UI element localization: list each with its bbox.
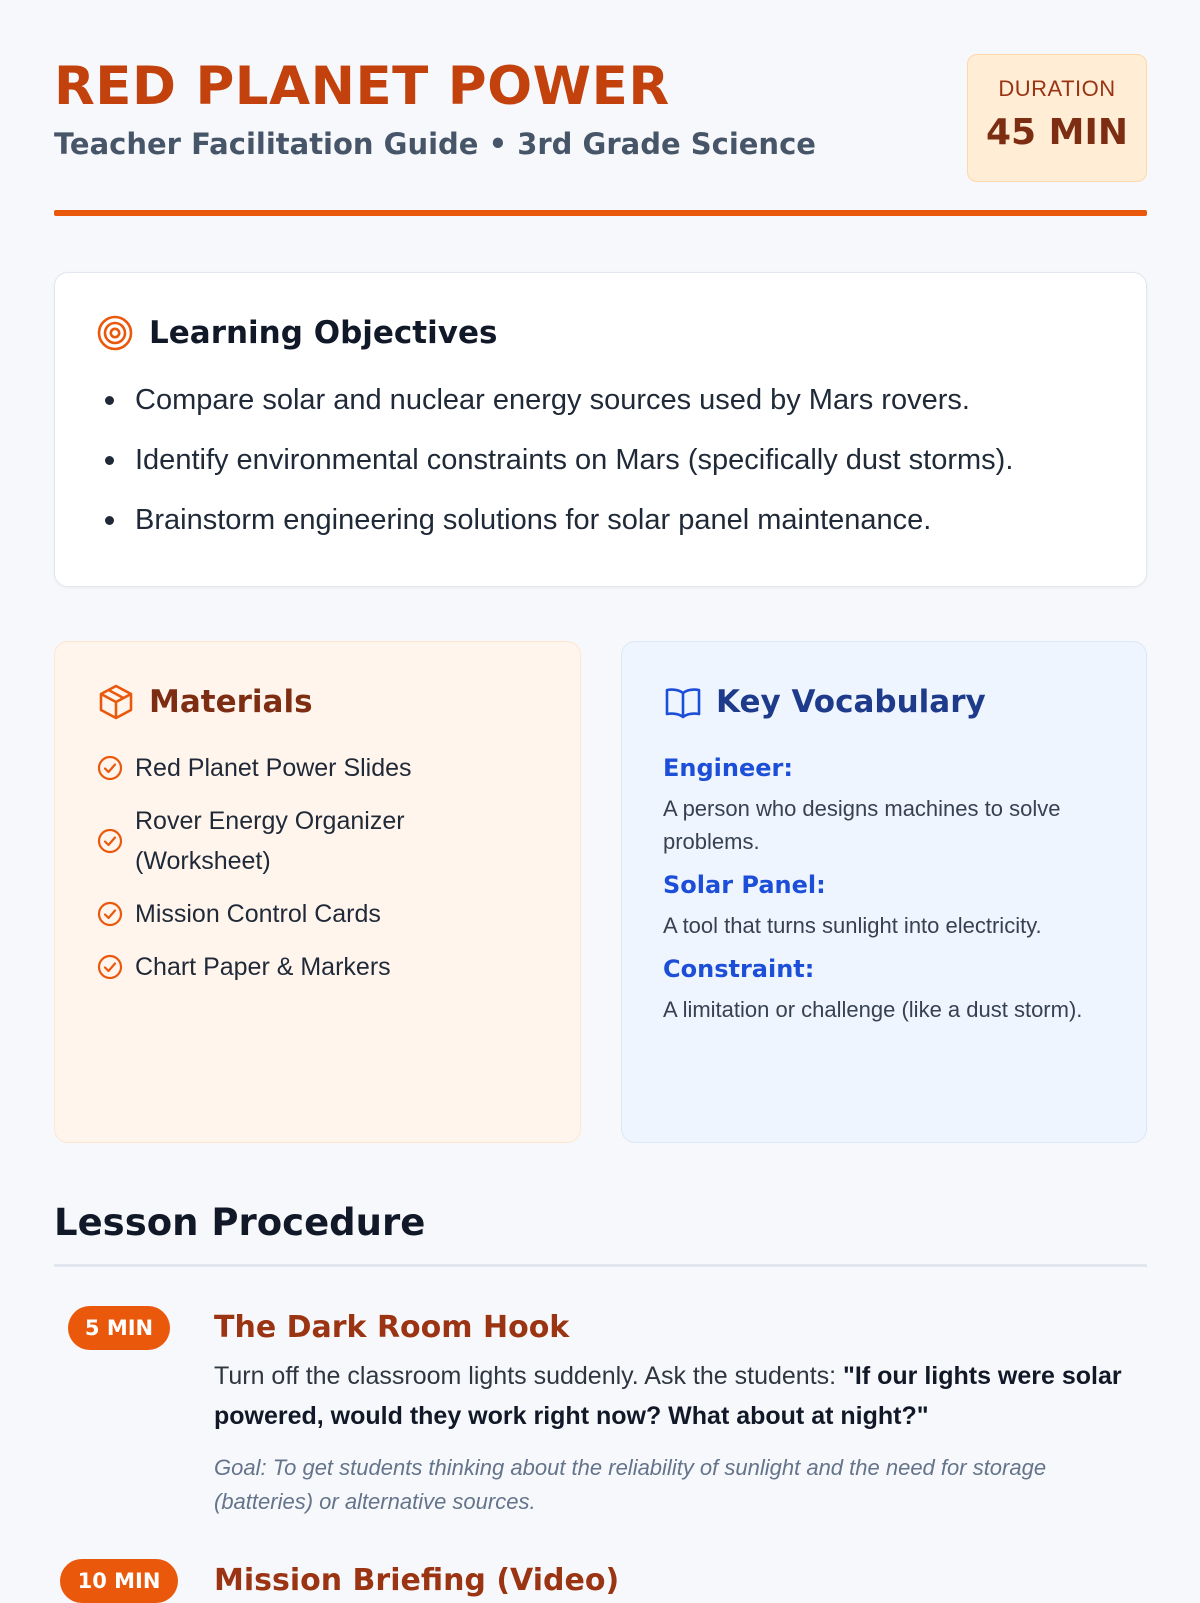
- objectives-list: [97, 380, 1013, 560]
- header-divider: [54, 210, 1147, 216]
- check-circle-icon: [97, 901, 123, 927]
- materials-heading: [97, 682, 313, 722]
- vocab-term: Engineer:: [663, 754, 793, 782]
- step-time-badge: 5 MIN: [68, 1306, 170, 1350]
- duration-value: 45 MIN: [986, 112, 1128, 153]
- step-time-badge: 10 MIN: [60, 1559, 178, 1603]
- vocab-term: Solar Panel:: [663, 871, 826, 899]
- materials-list: [97, 748, 517, 1000]
- vocab-definition: A limitation or challenge (like a dust storm).: [663, 997, 1083, 1022]
- procedure-title: Lesson Procedure: [54, 1201, 426, 1244]
- materials-item-label: Chart Paper & Markers: [135, 953, 391, 981]
- duration-badge: [967, 54, 1147, 182]
- learning-objectives-card: [54, 272, 1147, 587]
- vocab-definition: A tool that turns sunlight into electricity.: [663, 913, 1042, 938]
- page-title: RED PLANET POWER: [54, 56, 670, 117]
- materials-item: [97, 748, 517, 788]
- duration-label: DURATION: [998, 76, 1116, 101]
- procedure-divider: [54, 1264, 1147, 1267]
- procedure-step: [54, 1306, 1147, 1526]
- vocab-definition: A person who designs machines to solve problems.: [663, 796, 1061, 854]
- materials-item: [97, 801, 517, 881]
- objectives-title: Learning Objectives: [149, 315, 498, 351]
- procedure-step: [54, 1559, 1147, 1603]
- materials-item: [97, 947, 517, 987]
- target-icon: [97, 314, 135, 352]
- step-goal: Goal: To get students thinking about the reliability of sunlight and the need for storage (batteries) or alternative sources.: [214, 1455, 1047, 1514]
- check-circle-icon: [97, 954, 123, 980]
- vocabulary-heading: [664, 682, 986, 722]
- check-circle-icon: [97, 828, 123, 854]
- check-circle-icon: [97, 755, 123, 781]
- objective-item: Identify environmental constraints on Mars (specifically dust storms).: [97, 440, 1013, 500]
- objective-item: Brainstorm engineering solutions for solar panel maintenance.: [97, 500, 1013, 560]
- vocabulary-list: [663, 748, 1103, 1033]
- step-description: [214, 1356, 1144, 1436]
- vocab-term: Constraint:: [663, 955, 815, 983]
- box-icon: [97, 683, 135, 721]
- vocabulary-title: Key Vocabulary: [716, 684, 986, 720]
- open-book-icon: [664, 683, 702, 721]
- step-description-text: Turn off the classroom lights suddenly. Ask the students:: [214, 1362, 844, 1390]
- key-vocabulary-card: [621, 641, 1147, 1143]
- step-title: The Dark Room Hook: [214, 1310, 570, 1345]
- materials-title: Materials: [149, 684, 313, 720]
- materials-item-label: Rover Energy Organizer (Worksheet): [135, 807, 405, 875]
- objectives-heading: [97, 313, 497, 353]
- objective-item: Compare solar and nuclear energy sources used by Mars rovers.: [97, 380, 1013, 440]
- materials-card: [54, 641, 581, 1143]
- step-title: Mission Briefing (Video): [214, 1563, 620, 1598]
- materials-item-label: Mission Control Cards: [135, 900, 381, 928]
- materials-item-label: Red Planet Power Slides: [135, 754, 412, 782]
- step-question-quote: "If our lights were solar powered, would they work right now? What about at night?": [214, 1362, 1122, 1430]
- page-subtitle: Teacher Facilitation Guide • 3rd Grade Science: [54, 127, 816, 161]
- materials-item: [97, 894, 517, 934]
- guide-header: [54, 54, 1147, 216]
